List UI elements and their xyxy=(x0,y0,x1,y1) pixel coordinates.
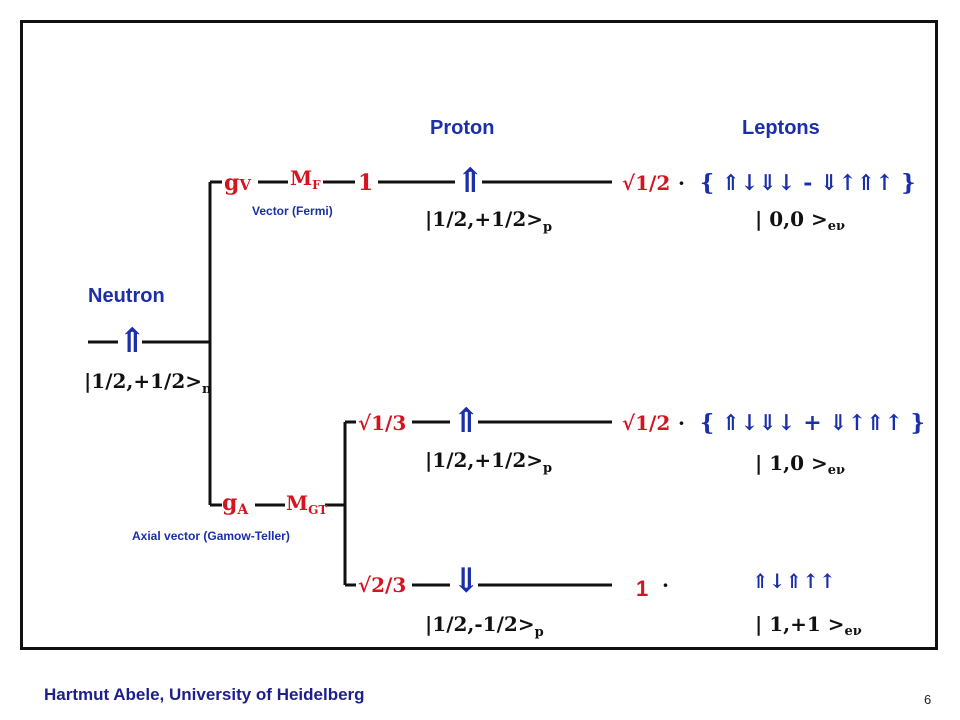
svg-text:| 1,0 >eν xyxy=(755,451,845,478)
gt-upper-proton-state: |1/2,+1/2> xyxy=(425,448,544,472)
svg-text:| 1,+1 >eν xyxy=(755,612,862,639)
neutron-spin-up-icon: ⇑ xyxy=(118,321,147,361)
mgt-sub: GT xyxy=(308,503,328,517)
gv-coupling: g xyxy=(224,170,240,196)
gt-upper-proton-sub: p xyxy=(543,461,553,476)
svg-text:gA xyxy=(222,490,249,518)
fermi-caption: Vector (Fermi) xyxy=(252,204,333,218)
ga-coupling: g xyxy=(222,490,238,516)
ga-sub: A xyxy=(237,502,249,518)
gt-lower-proton-state: |1/2,-1/2> xyxy=(425,612,535,636)
neutron-title: Neutron xyxy=(88,285,165,307)
gt-upper-proton-spin-up-icon: ⇑ xyxy=(452,401,481,441)
proton-spin-up-icon: ⇑ xyxy=(456,161,485,201)
proton-title: Proton xyxy=(430,117,495,139)
gt-caption: Axial vector (Gamow-Teller) xyxy=(132,529,290,543)
gt-lower-factor: 1 xyxy=(636,576,649,601)
gt-lower-lepton-combo: ⇑↓⇑↑↑ xyxy=(752,569,836,593)
fermi-coefficient: 1 xyxy=(358,170,374,196)
footer-author: Hartmut Abele, University of Heidelberg xyxy=(44,685,365,704)
mf-matrix: M xyxy=(290,166,313,190)
neutron-state: |1/2,+1/2> xyxy=(84,369,203,393)
svg-text:|1/2,+1/2>p xyxy=(425,448,552,476)
gt-lower-lepton-sub: eν xyxy=(844,624,862,639)
svg-text:|1/2,+1/2>p xyxy=(425,207,552,235)
gt-lower-lepton-state: | 1,+1 > xyxy=(755,612,845,636)
svg-text:gV xyxy=(224,170,251,196)
fermi-lepton-sub: eν xyxy=(827,219,846,234)
gt-upper-lepton-combo: { ⇑↓⇓↓ + ⇓↑⇑↑ } xyxy=(700,410,925,436)
gt-upper-lepton-state: | 1,0 > xyxy=(755,451,828,475)
fermi-proton-sub: p xyxy=(543,220,553,235)
gt-upper-factor: √1/2 xyxy=(622,411,671,435)
gt-lower-coefficient: √2/3 xyxy=(358,573,407,597)
svg-text:|1/2,-1/2>p xyxy=(425,612,544,640)
page-number: 6 xyxy=(924,692,932,707)
gt-lower-proton-sub: p xyxy=(534,625,544,640)
mf-sub: F xyxy=(312,178,321,192)
dot-icon: · xyxy=(678,411,685,435)
gt-upper-coefficient: √1/3 xyxy=(358,411,407,435)
fermi-lepton-combo: { ⇑↓⇓↓ - ⇓↑⇑↑ } xyxy=(700,170,916,196)
svg-text:| 0,0 >eν xyxy=(755,207,845,234)
dot-icon: · xyxy=(662,573,669,597)
fermi-proton-state: |1/2,+1/2> xyxy=(425,207,544,231)
svg-text:MF xyxy=(290,166,321,192)
fermi-factor: √1/2 xyxy=(622,171,671,195)
svg-text:MGT xyxy=(286,491,327,517)
gv-sub: V xyxy=(239,176,252,194)
svg-text:|1/2,+1/2>n xyxy=(84,369,212,397)
leptons-title: Leptons xyxy=(742,117,820,139)
dot-icon: · xyxy=(678,171,685,195)
fermi-lepton-state: | 0,0 > xyxy=(755,207,828,231)
neutron-state-sub: n xyxy=(202,382,212,397)
gt-upper-lepton-sub: eν xyxy=(827,463,846,478)
mgt-matrix: M xyxy=(286,491,309,515)
gt-lower-proton-spin-down-icon: ⇓ xyxy=(452,561,481,601)
